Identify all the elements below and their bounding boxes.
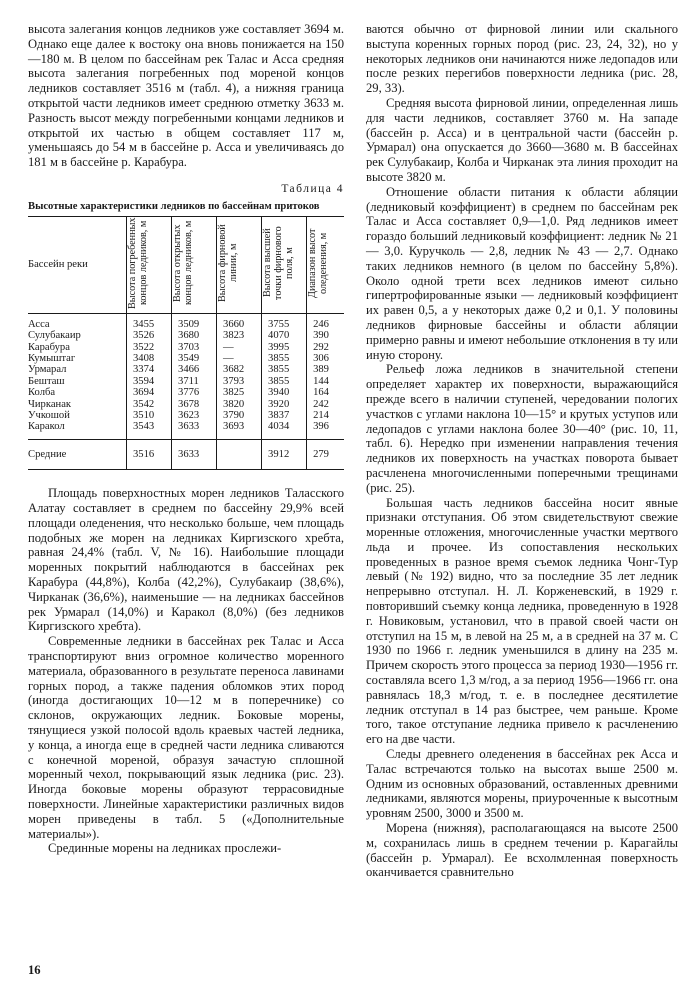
table-cell: 306 bbox=[307, 353, 344, 364]
table-cell: Кумыштаг bbox=[28, 352, 76, 364]
table-cell: 3776 bbox=[172, 387, 217, 398]
table-cell: 3680 bbox=[172, 330, 217, 341]
table-cell: 3522 bbox=[127, 342, 172, 353]
table-cell: Учкошой bbox=[28, 410, 70, 422]
table-row bbox=[28, 364, 344, 375]
table-cell: 3543 bbox=[127, 421, 172, 439]
paragraph: Отношение области питания к области абляции (ледниковый коэффициент) в среднем по бассейнам рек Талас и Асса составляет 0,9—1,0. Ряд ледников имеет гораздо больший ледниковый коэффициент: ледник № 21 — 3,0. Куручколь — 2,8, ледник № 43 — 2,7. Однако таких ледников немного (в целом по бассейну 5,8%). Около одной трети всех ледников имеют сильно гипертрофированные языки — ледниковый коэффициент их равен 0,5, а у некоторых даже 0,2 и 0,1. У половины ледников фирновые бассейны и области абляции примерно равны и имеют небольшие отклонения в ту или иную сторону. bbox=[366, 184, 678, 362]
header-buried-ends bbox=[127, 216, 172, 313]
paragraph: Срединные морены на ледниках прослежи- bbox=[48, 841, 282, 856]
table-cell: 3466 bbox=[172, 364, 217, 375]
table-cell: 396 bbox=[307, 421, 344, 439]
paragraph: Средняя высота фирновой линии, определенная лишь для части ледников, составляет 3760 м. На западе (бассейн р. Асса) и в центральной части (бассейн р. Урмарал) она опускается до 3660—3680 м. В бассейнах рек Сулубакаир, Колба и Чирканак эта линия проходит на высоте 3820 м. bbox=[366, 95, 678, 184]
glacier-altitude-table bbox=[28, 216, 344, 470]
table-cell: 3693 bbox=[217, 421, 262, 439]
table-cell: 3542 bbox=[127, 399, 172, 410]
table-cell: 3594 bbox=[127, 376, 172, 387]
paragraph: Площадь поверхностных морен ледников Таласского Алатау составляет в среднем по бассейну 29,9% всей площади оледенения, что несколько больше, чем площадь подобных же морен на ледниках Киргизского хребта, равная 24,4% (табл. V, № 16). Наибольшие площади моренных покрытий наблюдаются в бассейнах рек Карабура (44,8%), Колба (42,2%), Сулубакаир (38,6%), Чирканак (36,6%), наименьшие — на ледниках бассейнов рек Урмарал (14,0%) и Каракол (8,0%) (без ледников Киргизского хребта). bbox=[28, 486, 344, 634]
table-cell: 214 bbox=[307, 410, 344, 421]
table-cell: 3408 bbox=[127, 353, 172, 364]
table-cell: 3755 bbox=[262, 313, 307, 330]
table-cell: 246 bbox=[307, 313, 344, 330]
table-row bbox=[28, 313, 344, 330]
paragraph: ваются обычно от фирновой линии или скального выступа коренных горных пород (рис. 23, 24, 32), но у некоторых ледников они начинаются ниже ледопадов или после резких перегибов поверхности ледника (рис. 28, 29, 33). bbox=[366, 22, 678, 96]
table-cell: 3633 bbox=[172, 439, 217, 469]
table-average-row bbox=[28, 439, 344, 469]
table-cell: 144 bbox=[307, 376, 344, 387]
table-cell: 3940 bbox=[262, 387, 307, 398]
header-label: Диапазон высот оледенения, м bbox=[307, 228, 330, 298]
table-cell: — bbox=[217, 342, 262, 353]
table-cell: 242 bbox=[307, 399, 344, 410]
table-cell: 3820 bbox=[217, 399, 262, 410]
header-label: Высота погребенных концов ледников, м bbox=[127, 217, 149, 309]
table-cell: 3855 bbox=[262, 364, 307, 375]
table-cell: 3509 bbox=[172, 313, 217, 330]
header-label: Высота фирновой линии, м bbox=[217, 224, 240, 302]
table-cell: 3912 bbox=[262, 439, 307, 469]
table-cell: Урмарал bbox=[28, 364, 67, 376]
header-label: Бассейн реки bbox=[28, 259, 88, 271]
left-column bbox=[28, 22, 344, 856]
table-cell: 3660 bbox=[217, 313, 262, 330]
table-cell: 3790 bbox=[217, 410, 262, 421]
table-cell: 3455 bbox=[127, 313, 172, 330]
table-cell: 3703 bbox=[172, 342, 217, 353]
table-cell: 3374 bbox=[127, 364, 172, 375]
page-number: 16 bbox=[28, 963, 41, 977]
table-cell: 3510 bbox=[127, 410, 172, 421]
table-cell: 3823 bbox=[217, 330, 262, 341]
table-cell: 3920 bbox=[262, 399, 307, 410]
table-row bbox=[28, 342, 344, 353]
table-cell: 3549 bbox=[172, 353, 217, 364]
right-column bbox=[366, 22, 678, 880]
table-cell: 3682 bbox=[217, 364, 262, 375]
table-cell: 4034 bbox=[262, 421, 307, 439]
table-row bbox=[28, 376, 344, 387]
header-open-ends bbox=[172, 216, 217, 313]
table-cell bbox=[217, 439, 262, 469]
table-cell: 292 bbox=[307, 342, 344, 353]
paragraph: Большая часть ледников бассейна носит явные признаки отступания. Об этом свидетельствуют свежие моренные отложения, многочисленные участки мертвого льда и прочее. Из сопоставления нескольких проведенных в разное время съемок ледника Чонг-Тур левый (№ 192) видно, что за последние 35 лет ледник непрерывно отступал. Н. Л. Корженевский, в 1929 г. повторивший съемку конца ледника, проведенную в 1928 г. Новиковым, установил, что в правой своей части он отступил на 15 м, в левой на 25 м, а в средней на 37 м. С 1930 по 1966 г. ледник уменьшился в длину на 235 м. Причем скорость этого процесса за период 1930—1956 гг. составляла всего 1,3 м/год, а за период 1956—1966 гг. она равнялась 18,3 м/год, т. е. в последнее десятилетие ледник отступал в 14 раз быстрее, чем раньше. Кроме того, такое отступание ледника привело к расчленению его на две части. bbox=[366, 495, 678, 747]
paragraph: Морена (нижняя), располагающаяся на высоте 2500 м, сохранилась лишь в среднем течении р. Карагайлы (бассейн р. Урмарал). Ее всхолмленная поверхность оканчивается сравнительно bbox=[366, 821, 678, 880]
table-title: Высотные характеристики ледников по бассейнам притоков bbox=[28, 200, 320, 212]
header-label: Высота открытых концов ледников, м bbox=[172, 220, 195, 306]
paragraph: высота залегания концов ледников уже составляет 3694 м. Однако еще далее к востоку она вновь понижается на 150—180 м. В целом по бассейнам рек Талас и Асса средняя высота залегания погребенных под мореной концов ледников составляет 3516 м (табл. 4), а нижняя граница открытой части ледников имеет среднюю отметку 3633 м. Разность высот между погребенными концами ледников и открытой их частью в общем составляет 117 м, уменьшаясь до 54 м в бассейне р. Асса и увеличиваясь до 181 м в бассейне р. Карабура. bbox=[28, 22, 344, 170]
table-cell: 3855 bbox=[262, 353, 307, 364]
table-cell: 3694 bbox=[127, 387, 172, 398]
header-range bbox=[307, 216, 344, 313]
table-row bbox=[28, 353, 344, 364]
table-cell: Каракол bbox=[28, 421, 65, 433]
paragraph: Рельеф ложа ледников в значительной степени определяет характер их поверхности, выражающийся прежде всего в наличии ступеней, чередовании пологих участков с углами наклона 10—15° и крутых уступов или ледопадов с углами наклона более 30—40° (рис. 10, 11, табл. 6). Нередко при изменении направления течения ледников их поверхность на участках поворота бывает расчленена многочисленными поперечными трещинами (рис. 25). bbox=[366, 362, 678, 495]
table-cell: Карабура bbox=[28, 341, 70, 353]
header-highest-point bbox=[262, 216, 307, 313]
table-cell: 3526 bbox=[127, 330, 172, 341]
table-row bbox=[28, 410, 344, 421]
table-cell: Бешташ bbox=[28, 375, 65, 387]
table-row bbox=[28, 387, 344, 398]
table-cell: 3825 bbox=[217, 387, 262, 398]
table-cell: 3793 bbox=[217, 376, 262, 387]
table-cell: 3995 bbox=[262, 342, 307, 353]
table-cell: Колба bbox=[28, 387, 56, 399]
table-cell: 3678 bbox=[172, 399, 217, 410]
table-cell: 390 bbox=[307, 330, 344, 341]
table-cell: — bbox=[217, 353, 262, 364]
table-cell: 3855 bbox=[262, 376, 307, 387]
table-cell: 3516 bbox=[127, 439, 172, 469]
table-row bbox=[28, 399, 344, 410]
table-header-row bbox=[28, 216, 344, 313]
table-caption: Таблица 4 bbox=[281, 182, 344, 195]
header-label: Высота высшей точки фирнового поля, м bbox=[262, 226, 296, 300]
table-cell: 3837 bbox=[262, 410, 307, 421]
table-row bbox=[28, 421, 344, 439]
table-cell: Асса bbox=[28, 318, 50, 330]
table-cell: 389 bbox=[307, 364, 344, 375]
paragraph: Следы древнего оледенения в бассейнах рек Асса и Талас встречаются только на высотах выше 2500 м. Одним из основных образований, оставленных древними ледниками, являются морены, приуроченные к высотным уровням 2500, 3000 и 3500 м. bbox=[366, 747, 678, 821]
table-row bbox=[28, 330, 344, 341]
table-cell: 3711 bbox=[172, 376, 217, 387]
table-cell: 279 bbox=[307, 439, 344, 469]
table-cell: 3633 bbox=[172, 421, 217, 439]
table-cell: 3623 bbox=[172, 410, 217, 421]
header-firn-line bbox=[217, 216, 262, 313]
table-cell: Средние bbox=[28, 439, 127, 469]
table-cell: 164 bbox=[307, 387, 344, 398]
table-cell: Чирканак bbox=[28, 398, 72, 410]
paragraph: Современные ледники в бассейнах рек Талас и Асса транспортируют вниз огромное количество моренного материала, образованного в результате переноса лавинами горных пород, а также падения обломков этих пород (иногда достигающих 10—12 м в поперечнике) со склонов, окружающих ледник. Боковые морены, тянущиеся узкой полосой вдоль краевых частей ледника, у конца, а иногда еще в средней части ледника сливаются с конечной мореной, образуя зачастую сплошной моренный чехол, покрывающий язык ледника (рис. 23). Иногда боковые морены образуют террасовидные поверхности. Линейные характеристики различных видов морен приведены в табл. 5 («Дополнительные материалы»). bbox=[28, 634, 344, 841]
table-cell: Сулубакаир bbox=[28, 330, 81, 342]
table-cell: 4070 bbox=[262, 330, 307, 341]
header-basin bbox=[28, 216, 127, 313]
